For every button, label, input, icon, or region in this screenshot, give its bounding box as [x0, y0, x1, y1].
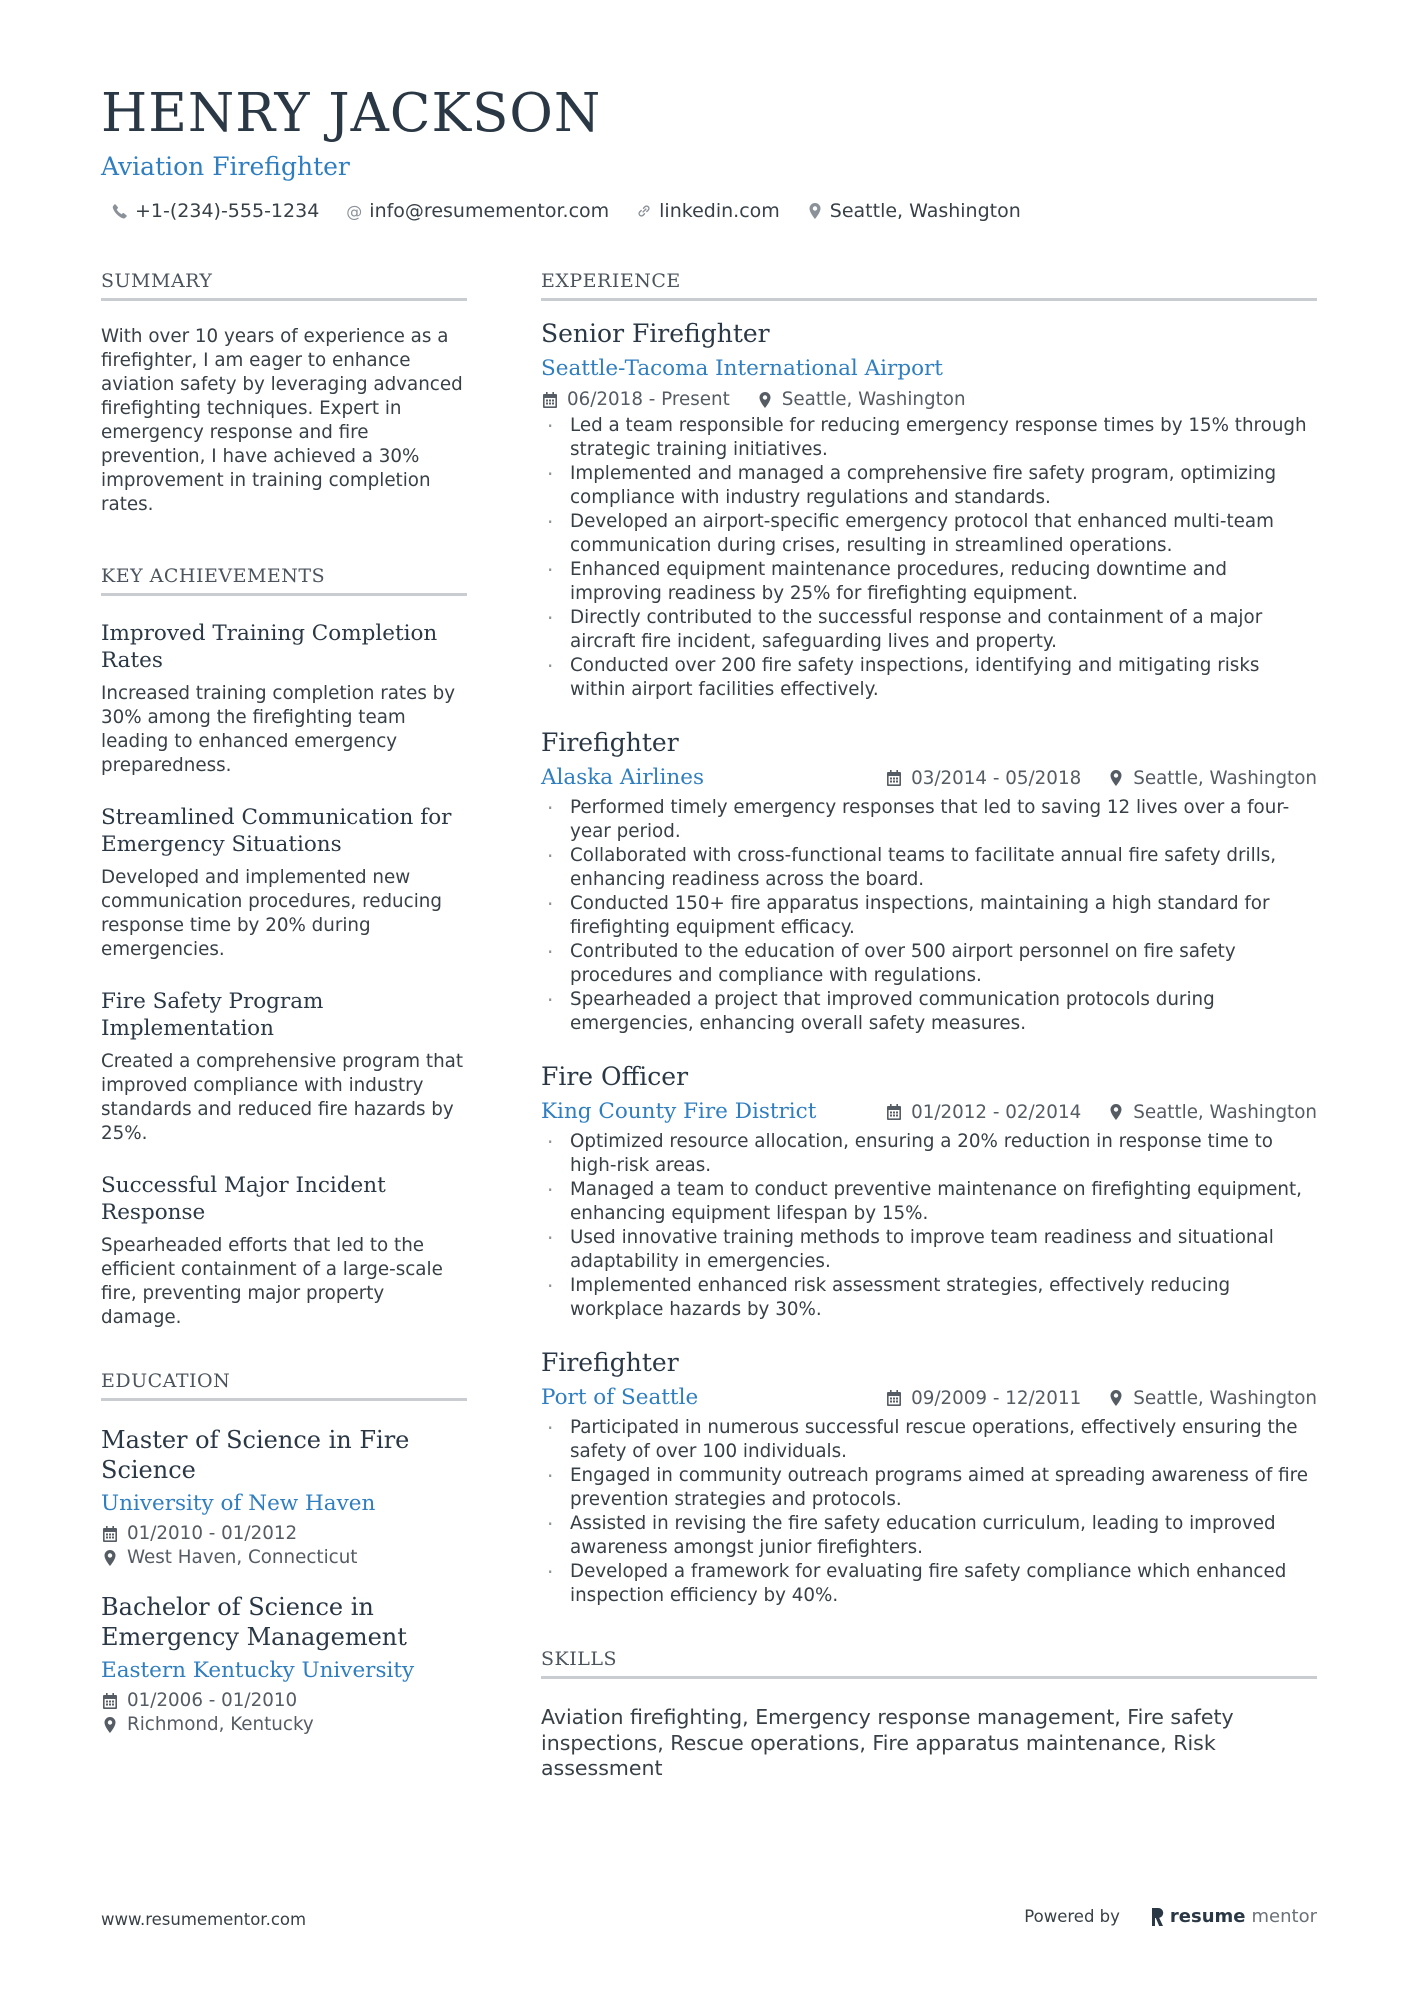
job-bullet: · Managed a team to conduct preventive maintenance on firefighting equipment, enhancing equipment lifespan by 15%. [541, 1178, 1317, 1226]
achievements-list [101, 620, 467, 1330]
map-pin-icon [101, 1549, 119, 1567]
experience-list [541, 319, 1317, 1608]
brand-mark-icon [1150, 1907, 1164, 1927]
contact-linkedin[interactable] [635, 200, 780, 222]
job-bullet: · Developed a framework for evaluating fire safety compliance which enhanced inspection efficiency by 40%. [541, 1560, 1317, 1608]
powered-by-label: Powered by [1024, 1907, 1120, 1926]
summary-heading: SUMMARY [101, 270, 467, 301]
summary-section [101, 270, 467, 517]
job-meta [885, 768, 1317, 789]
contact-email[interactable] [345, 200, 609, 222]
education-dates [101, 1689, 297, 1713]
achievement-title: Improved Training Completion Rates [101, 621, 438, 673]
achievements-section [101, 565, 467, 1330]
job-location-text: Seattle, Washington [1133, 767, 1317, 789]
footer-branding [1024, 1906, 1317, 1927]
link-icon [635, 202, 653, 220]
job-bullets [541, 1416, 1317, 1608]
calendar-icon [885, 1389, 903, 1407]
education-location-text: West Haven, Connecticut [127, 1547, 358, 1568]
job-meta [885, 1102, 1317, 1123]
linkedin-text: linkedin.com [659, 200, 780, 222]
job-title: Firefighter [541, 1348, 679, 1377]
education-location [101, 1546, 357, 1570]
education-dates-text: 01/2010 - 01/2012 [127, 1523, 298, 1544]
job-title: Fire Officer [541, 1062, 689, 1091]
job-bullets [541, 796, 1317, 1036]
achievement-title: Streamlined Communication for Emergency Situations [101, 805, 452, 857]
job-meta [541, 389, 1317, 410]
education-location-text: Richmond, Kentucky [127, 1714, 314, 1735]
resume-header [101, 82, 1321, 222]
job-company: Port of Seattle [541, 1385, 699, 1410]
map-pin-icon [1107, 1389, 1125, 1407]
education-location [101, 1713, 314, 1737]
phone-icon [111, 202, 129, 220]
job-bullet: · Directly contributed to the successful response and containment of a major aircraft fire incident, safeguarding lives and property. [541, 606, 1317, 654]
job-entry [541, 728, 1317, 1036]
map-pin-icon [101, 1716, 119, 1734]
job-bullet: · Led a team responsible for reducing emergency response times by 15% through strategic training initiatives. [541, 414, 1317, 462]
summary-text: With over 10 years of experience as a firefighter, I am eager to enhance aviation safety by leveraging advanced firefighting techniques. Expert in emergency response and fire prevention, I have achieved a 30% improvement in training completion rates. [101, 326, 463, 515]
job-bullet: · Engaged in community outreach programs aimed at spreading awareness of fire prevention strategies and protocols. [541, 1464, 1317, 1512]
job-dates [541, 389, 730, 410]
achievement-item [101, 1172, 467, 1330]
footer-website[interactable]: www.resumementor.com [101, 1910, 307, 1929]
achievement-item [101, 988, 467, 1146]
job-company: King County Fire District [541, 1099, 817, 1124]
job-location [756, 389, 966, 410]
map-pin-icon [756, 391, 774, 409]
at-sign-icon: @ [346, 201, 363, 221]
education-degree: Master of Science in Fire Science [101, 1426, 410, 1484]
job-bullet: · Optimized resource allocation, ensuring a 20% reduction in response time to high-risk areas. [541, 1130, 1317, 1178]
job-bullet: · Assisted in revising the fire safety education curriculum, leading to improved awareness amongst junior firefighters. [541, 1512, 1317, 1560]
calendar-icon [101, 1692, 119, 1710]
education-item [101, 1592, 467, 1737]
location-text: Seattle, Washington [829, 200, 1021, 222]
job-bullet: · Contributed to the education of over 500 airport personnel on fire safety procedures and compliance with regulations. [541, 940, 1317, 988]
achievement-text: Increased training completion rates by 30% among the firefighting team leading to enhanced emergency preparedness. [101, 683, 456, 776]
job-dates [885, 1388, 1081, 1409]
job-bullet: · Implemented enhanced risk assessment strategies, effectively reducing workplace hazards by 30%. [541, 1274, 1317, 1322]
achievement-text: Created a comprehensive program that improved compliance with industry standards and reduced fire hazards by 25%. [101, 1051, 464, 1144]
job-title: Senior Firefighter [541, 319, 770, 348]
brand-logo[interactable] [1150, 1906, 1317, 1927]
job-bullet: · Performed timely emergency responses that led to saving 12 lives over a four-year period. [541, 796, 1317, 844]
job-entry [541, 1348, 1317, 1608]
education-list [101, 1425, 467, 1737]
brand-name-light: mentor [1251, 1906, 1317, 1927]
job-bullet: · Participated in numerous successful rescue operations, effectively ensuring the safety of over 100 individuals. [541, 1416, 1317, 1464]
calendar-icon [885, 769, 903, 787]
calendar-icon [101, 1525, 119, 1543]
experience-section [541, 270, 1317, 1608]
achievement-title: Successful Major Incident Response [101, 1173, 386, 1225]
job-meta [885, 1388, 1317, 1409]
job-dates-text: 09/2009 - 12/2011 [911, 1387, 1082, 1409]
job-location [1107, 768, 1317, 789]
skills-section [541, 1648, 1317, 1782]
map-pin-icon [1107, 1103, 1125, 1121]
job-dates-text: 01/2012 - 02/2014 [911, 1101, 1082, 1123]
job-location [1107, 1388, 1317, 1409]
job-bullet: · Spearheaded a project that improved communication protocols during emergencies, enhancing overall safety measures. [541, 988, 1317, 1036]
achievement-text: Spearheaded efforts that led to the efficient containment of a large-scale fire, preventing major property damage. [101, 1235, 443, 1328]
candidate-name: HENRY JACKSON [101, 83, 602, 144]
calendar-icon [885, 1103, 903, 1121]
education-dates-text: 01/2006 - 01/2010 [127, 1690, 298, 1711]
job-bullet: · Enhanced equipment maintenance procedures, reducing downtime and improving readiness by 25% for firefighting equipment. [541, 558, 1317, 606]
left-column [101, 270, 467, 1759]
achievement-item [101, 620, 467, 778]
job-location-text: Seattle, Washington [1133, 1387, 1317, 1409]
education-school: University of New Haven [101, 1491, 376, 1516]
job-entry [541, 1062, 1317, 1322]
job-bullet: · Implemented and managed a comprehensive fire safety program, optimizing compliance with industry regulations and standards. [541, 462, 1317, 510]
experience-heading: EXPERIENCE [541, 270, 1317, 301]
skills-text: Aviation firefighting, Emergency response management, Fire safety inspections, Rescue operations, Fire apparatus maintenance, Risk assessment [541, 1705, 1234, 1780]
job-bullet: · Used innovative training methods to improve team readiness and situational adaptability in emergencies. [541, 1226, 1317, 1274]
job-location-text: Seattle, Washington [1133, 1101, 1317, 1123]
job-company: Alaska Airlines [541, 765, 704, 790]
job-bullets [541, 414, 1317, 702]
job-company: Seattle-Tacoma International Airport [541, 356, 943, 381]
education-school: Eastern Kentucky University [101, 1658, 415, 1683]
map-pin-icon [1107, 769, 1125, 787]
job-location-text: Seattle, Washington [781, 389, 966, 410]
education-degree: Bachelor of Science in Emergency Management [101, 1593, 407, 1651]
map-pin-icon [806, 202, 824, 220]
contact-location [806, 200, 1021, 222]
job-dates [885, 768, 1081, 789]
education-item [101, 1425, 467, 1570]
job-location [1107, 1102, 1317, 1123]
contact-bar [101, 200, 1321, 222]
phone-text: +1-(234)-555-1234 [135, 200, 320, 222]
candidate-role: Aviation Firefighter [101, 152, 350, 181]
job-bullets [541, 1130, 1317, 1322]
job-dates-text: 06/2018 - Present [567, 389, 730, 410]
calendar-icon [541, 391, 559, 409]
brand-name-bold: resume [1169, 1906, 1246, 1927]
education-dates [101, 1522, 297, 1546]
achievement-title: Fire Safety Program Implementation [101, 989, 324, 1041]
job-bullet: · Developed an airport-specific emergency protocol that enhanced multi-team communication during crises, resulting in streamlined operations. [541, 510, 1317, 558]
education-section [101, 1370, 467, 1737]
job-bullet: · Conducted over 200 fire safety inspections, identifying and mitigating risks within airport facilities effectively. [541, 654, 1317, 702]
contact-phone[interactable] [111, 200, 319, 222]
achievements-heading: KEY ACHIEVEMENTS [101, 565, 467, 596]
job-bullet: · Collaborated with cross-functional teams to facilitate annual fire safety drills, enhancing readiness across the board. [541, 844, 1317, 892]
email-text: info@resumementor.com [369, 200, 610, 222]
skills-heading: SKILLS [541, 1648, 1317, 1679]
job-title: Firefighter [541, 728, 679, 757]
job-dates-text: 03/2014 - 05/2018 [911, 767, 1082, 789]
achievement-item [101, 804, 467, 962]
achievement-text: Developed and implemented new communication procedures, reducing response time by 20% during emergencies. [101, 867, 442, 960]
right-column [541, 270, 1317, 1782]
job-dates [885, 1102, 1081, 1123]
education-heading: EDUCATION [101, 1370, 467, 1401]
job-bullet: · Conducted 150+ fire apparatus inspections, maintaining a high standard for firefighting equipment efficacy. [541, 892, 1317, 940]
job-entry [541, 319, 1317, 702]
